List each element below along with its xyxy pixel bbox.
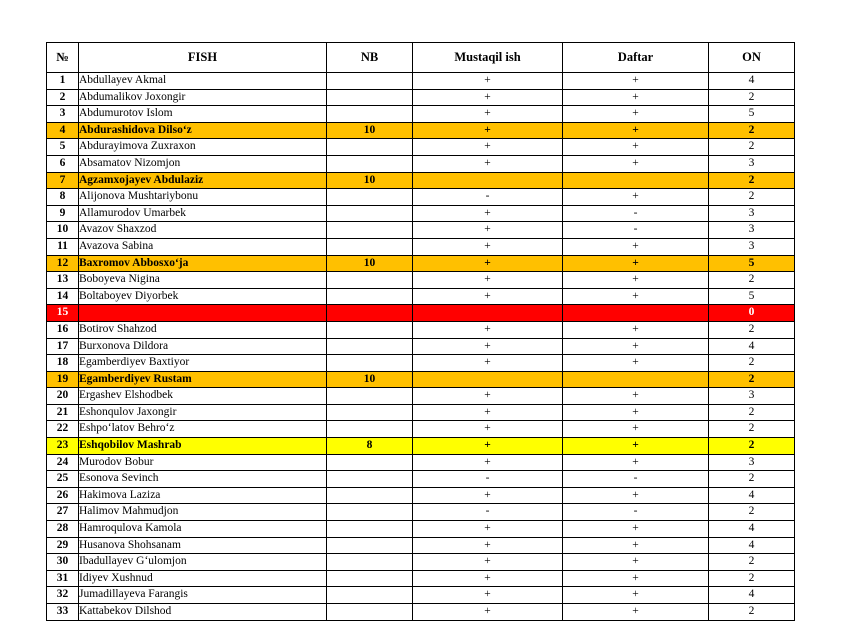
cell-nb xyxy=(327,288,413,305)
cell-mustaqil-ish: + xyxy=(413,587,563,604)
cell-nb: 10 xyxy=(327,371,413,388)
cell-nb xyxy=(327,504,413,521)
cell-number: 18 xyxy=(47,355,79,372)
cell-daftar: - xyxy=(563,205,709,222)
cell-mustaqil-ish: - xyxy=(413,471,563,488)
cell-number: 31 xyxy=(47,570,79,587)
cell-number: 19 xyxy=(47,371,79,388)
cell-on: 2 xyxy=(709,371,795,388)
cell-on: 3 xyxy=(709,205,795,222)
cell-nb xyxy=(327,238,413,255)
cell-number: 6 xyxy=(47,155,79,172)
cell-daftar: + xyxy=(563,238,709,255)
cell-on: 2 xyxy=(709,471,795,488)
cell-daftar: - xyxy=(563,222,709,239)
table-row xyxy=(47,537,795,554)
cell-mustaqil-ish: + xyxy=(413,355,563,372)
cell-number: 2 xyxy=(47,89,79,106)
cell-mustaqil-ish: + xyxy=(413,122,563,139)
table-row xyxy=(47,288,795,305)
cell-nb xyxy=(327,321,413,338)
cell-nb xyxy=(327,338,413,355)
cell-daftar xyxy=(563,371,709,388)
cell-number: 13 xyxy=(47,272,79,289)
cell-on: 4 xyxy=(709,537,795,554)
cell-mustaqil-ish: + xyxy=(413,89,563,106)
cell-number: 29 xyxy=(47,537,79,554)
cell-daftar: + xyxy=(563,189,709,206)
cell-number: 15 xyxy=(47,305,79,322)
cell-mustaqil-ish: + xyxy=(413,222,563,239)
cell-nb xyxy=(327,570,413,587)
cell-number: 33 xyxy=(47,604,79,621)
cell-mustaqil-ish: + xyxy=(413,288,563,305)
table-row xyxy=(47,471,795,488)
cell-on: 2 xyxy=(709,272,795,289)
cell-number: 1 xyxy=(47,73,79,90)
cell-fish: Jumadillayeva Farangis xyxy=(79,587,327,604)
cell-number: 26 xyxy=(47,487,79,504)
cell-number: 27 xyxy=(47,504,79,521)
cell-number: 22 xyxy=(47,421,79,438)
cell-daftar: + xyxy=(563,521,709,538)
cell-mustaqil-ish: + xyxy=(413,255,563,272)
table-row xyxy=(47,222,795,239)
cell-mustaqil-ish: + xyxy=(413,570,563,587)
table-row xyxy=(47,89,795,106)
cell-mustaqil-ish: + xyxy=(413,388,563,405)
cell-daftar: + xyxy=(563,454,709,471)
cell-mustaqil-ish: + xyxy=(413,321,563,338)
cell-fish: Baxromov Abbosxo‘ja xyxy=(79,255,327,272)
table-row xyxy=(47,587,795,604)
column-header-nb: NB xyxy=(327,43,413,73)
cell-daftar: + xyxy=(563,537,709,554)
cell-fish: Agzamxojayev Abdulaziz xyxy=(79,172,327,189)
cell-nb: 8 xyxy=(327,438,413,455)
cell-fish: Boboyeva Nigina xyxy=(79,272,327,289)
cell-mustaqil-ish: + xyxy=(413,73,563,90)
cell-mustaqil-ish: + xyxy=(413,604,563,621)
cell-number: 23 xyxy=(47,438,79,455)
cell-mustaqil-ish: - xyxy=(413,504,563,521)
cell-daftar: + xyxy=(563,421,709,438)
cell-nb xyxy=(327,554,413,571)
cell-daftar: + xyxy=(563,139,709,156)
cell-nb xyxy=(327,421,413,438)
cell-mustaqil-ish: + xyxy=(413,404,563,421)
cell-mustaqil-ish: + xyxy=(413,521,563,538)
table-row xyxy=(47,272,795,289)
cell-mustaqil-ish: + xyxy=(413,238,563,255)
cell-nb xyxy=(327,222,413,239)
cell-on: 4 xyxy=(709,338,795,355)
cell-mustaqil-ish: + xyxy=(413,272,563,289)
cell-on: 4 xyxy=(709,487,795,504)
cell-mustaqil-ish: + xyxy=(413,139,563,156)
cell-daftar: + xyxy=(563,388,709,405)
cell-mustaqil-ish: + xyxy=(413,155,563,172)
cell-on: 3 xyxy=(709,222,795,239)
cell-nb xyxy=(327,388,413,405)
cell-daftar: + xyxy=(563,122,709,139)
cell-on: 2 xyxy=(709,321,795,338)
cell-on: 3 xyxy=(709,454,795,471)
cell-fish: Abdumalikov Joxongir xyxy=(79,89,327,106)
cell-number: 28 xyxy=(47,521,79,538)
table-row xyxy=(47,205,795,222)
cell-mustaqil-ish: - xyxy=(413,189,563,206)
cell-fish: Hamroqulova Kamola xyxy=(79,521,327,538)
cell-nb xyxy=(327,189,413,206)
cell-on: 5 xyxy=(709,288,795,305)
cell-daftar: + xyxy=(563,106,709,123)
cell-daftar: + xyxy=(563,288,709,305)
cell-mustaqil-ish xyxy=(413,371,563,388)
cell-number: 9 xyxy=(47,205,79,222)
cell-nb: 10 xyxy=(327,122,413,139)
grade-table-wrapper xyxy=(46,42,794,621)
cell-fish: Eshpo‘latov Behro‘z xyxy=(79,421,327,438)
cell-fish: Egamberdiyev Baxtiyor xyxy=(79,355,327,372)
table-row xyxy=(47,404,795,421)
cell-number: 32 xyxy=(47,587,79,604)
cell-on: 0 xyxy=(709,305,795,322)
cell-fish: Abdumurotov Islom xyxy=(79,106,327,123)
cell-on: 2 xyxy=(709,438,795,455)
cell-mustaqil-ish: + xyxy=(413,537,563,554)
cell-on: 2 xyxy=(709,89,795,106)
cell-nb xyxy=(327,305,413,322)
cell-on: 4 xyxy=(709,521,795,538)
cell-nb xyxy=(327,587,413,604)
cell-daftar: + xyxy=(563,89,709,106)
cell-number: 5 xyxy=(47,139,79,156)
column-header-on: ON xyxy=(709,43,795,73)
cell-nb xyxy=(327,487,413,504)
cell-nb xyxy=(327,537,413,554)
cell-mustaqil-ish: + xyxy=(413,338,563,355)
cell-mustaqil-ish: + xyxy=(413,421,563,438)
cell-on: 2 xyxy=(709,554,795,571)
cell-nb xyxy=(327,404,413,421)
cell-on: 2 xyxy=(709,189,795,206)
cell-on: 2 xyxy=(709,404,795,421)
cell-nb: 10 xyxy=(327,172,413,189)
cell-on: 2 xyxy=(709,172,795,189)
table-row xyxy=(47,338,795,355)
cell-daftar: - xyxy=(563,305,709,322)
cell-fish: Idiyev Xushnud xyxy=(79,570,327,587)
cell-nb xyxy=(327,272,413,289)
cell-fish: Abdurashidova Dilso‘z xyxy=(79,122,327,139)
table-row xyxy=(47,521,795,538)
cell-fish: Hakimova Laziza xyxy=(79,487,327,504)
cell-mustaqil-ish: + xyxy=(413,554,563,571)
cell-daftar: + xyxy=(563,404,709,421)
table-row xyxy=(47,155,795,172)
cell-fish: Eshqobilov Mashrab xyxy=(79,438,327,455)
cell-on: 4 xyxy=(709,587,795,604)
cell-number: 25 xyxy=(47,471,79,488)
table-row xyxy=(47,321,795,338)
cell-nb xyxy=(327,355,413,372)
cell-nb xyxy=(327,604,413,621)
cell-on: 2 xyxy=(709,421,795,438)
cell-nb xyxy=(327,139,413,156)
table-body xyxy=(47,73,795,621)
cell-number: 14 xyxy=(47,288,79,305)
cell-number: 3 xyxy=(47,106,79,123)
cell-number: 8 xyxy=(47,189,79,206)
cell-fish: Boltaboyev Diyorbek xyxy=(79,288,327,305)
cell-daftar: + xyxy=(563,587,709,604)
cell-fish: Egamberdiyev Rustam xyxy=(79,371,327,388)
table-row xyxy=(47,570,795,587)
cell-fish: Husanova Shohsanam xyxy=(79,537,327,554)
cell-nb xyxy=(327,205,413,222)
table-row xyxy=(47,73,795,90)
cell-on: 2 xyxy=(709,504,795,521)
cell-daftar: + xyxy=(563,155,709,172)
cell-mustaqil-ish: + xyxy=(413,205,563,222)
cell-number: 12 xyxy=(47,255,79,272)
cell-nb xyxy=(327,521,413,538)
cell-daftar: + xyxy=(563,487,709,504)
table-row xyxy=(47,604,795,621)
cell-on: 2 xyxy=(709,570,795,587)
cell-fish: Burxonova Dildora xyxy=(79,338,327,355)
cell-fish xyxy=(79,305,327,322)
table-row xyxy=(47,189,795,206)
cell-nb xyxy=(327,106,413,123)
cell-daftar: + xyxy=(563,73,709,90)
cell-on: 2 xyxy=(709,355,795,372)
table-row xyxy=(47,255,795,272)
cell-mustaqil-ish: + xyxy=(413,487,563,504)
table-row xyxy=(47,487,795,504)
cell-fish: Abdurayimova Zuxraxon xyxy=(79,139,327,156)
table-row xyxy=(47,438,795,455)
table-row xyxy=(47,305,795,322)
cell-fish: Allamurodov Umarbek xyxy=(79,205,327,222)
table-row xyxy=(47,371,795,388)
cell-daftar: - xyxy=(563,471,709,488)
cell-fish: Ibadullayev G‘ulomjon xyxy=(79,554,327,571)
table-row xyxy=(47,421,795,438)
grade-table xyxy=(46,42,795,621)
cell-number: 7 xyxy=(47,172,79,189)
cell-on: 3 xyxy=(709,155,795,172)
column-header-mustaqil-ish: Mustaqil ish xyxy=(413,43,563,73)
cell-daftar: + xyxy=(563,554,709,571)
cell-nb xyxy=(327,89,413,106)
table-row xyxy=(47,122,795,139)
cell-number: 21 xyxy=(47,404,79,421)
cell-number: 17 xyxy=(47,338,79,355)
table-row xyxy=(47,504,795,521)
cell-on: 5 xyxy=(709,255,795,272)
cell-fish: Botirov Shahzod xyxy=(79,321,327,338)
cell-daftar: + xyxy=(563,570,709,587)
cell-daftar: + xyxy=(563,438,709,455)
table-row xyxy=(47,172,795,189)
cell-fish: Absamatov Nizomjon xyxy=(79,155,327,172)
table-row xyxy=(47,139,795,156)
cell-nb: 10 xyxy=(327,255,413,272)
cell-mustaqil-ish: - xyxy=(413,305,563,322)
cell-mustaqil-ish: + xyxy=(413,106,563,123)
column-header-daftar: Daftar xyxy=(563,43,709,73)
cell-number: 11 xyxy=(47,238,79,255)
cell-fish: Alijonova Mushtariybonu xyxy=(79,189,327,206)
table-header xyxy=(47,43,795,73)
cell-number: 16 xyxy=(47,321,79,338)
cell-nb xyxy=(327,454,413,471)
cell-number: 30 xyxy=(47,554,79,571)
cell-daftar: - xyxy=(563,504,709,521)
cell-fish: Avazova Sabina xyxy=(79,238,327,255)
cell-on: 3 xyxy=(709,388,795,405)
cell-nb xyxy=(327,471,413,488)
column-header-fish: FISH xyxy=(79,43,327,73)
cell-fish: Ergashev Elshodbek xyxy=(79,388,327,405)
cell-mustaqil-ish: + xyxy=(413,454,563,471)
column-header-no: № xyxy=(47,43,79,73)
cell-fish: Avazov Shaxzod xyxy=(79,222,327,239)
cell-daftar: + xyxy=(563,355,709,372)
cell-daftar: + xyxy=(563,338,709,355)
cell-mustaqil-ish: + xyxy=(413,438,563,455)
table-row xyxy=(47,238,795,255)
cell-daftar: + xyxy=(563,272,709,289)
cell-number: 20 xyxy=(47,388,79,405)
cell-on: 2 xyxy=(709,122,795,139)
cell-mustaqil-ish xyxy=(413,172,563,189)
cell-fish: Abdullayev Akmal xyxy=(79,73,327,90)
cell-fish: Kattabekov Dilshod xyxy=(79,604,327,621)
cell-nb xyxy=(327,155,413,172)
cell-on: 2 xyxy=(709,604,795,621)
cell-daftar: + xyxy=(563,321,709,338)
cell-fish: Halimov Mahmudjon xyxy=(79,504,327,521)
table-row xyxy=(47,106,795,123)
cell-fish: Eshonqulov Jaxongir xyxy=(79,404,327,421)
cell-on: 3 xyxy=(709,238,795,255)
table-row xyxy=(47,454,795,471)
cell-daftar: + xyxy=(563,604,709,621)
cell-fish: Esonova Sevinch xyxy=(79,471,327,488)
table-row xyxy=(47,355,795,372)
cell-fish: Murodov Bobur xyxy=(79,454,327,471)
cell-nb xyxy=(327,73,413,90)
cell-on: 5 xyxy=(709,106,795,123)
cell-daftar xyxy=(563,172,709,189)
table-header-row xyxy=(47,43,795,73)
cell-number: 10 xyxy=(47,222,79,239)
cell-on: 4 xyxy=(709,73,795,90)
table-row xyxy=(47,554,795,571)
table-row xyxy=(47,388,795,405)
cell-number: 24 xyxy=(47,454,79,471)
cell-daftar: + xyxy=(563,255,709,272)
cell-on: 2 xyxy=(709,139,795,156)
cell-number: 4 xyxy=(47,122,79,139)
